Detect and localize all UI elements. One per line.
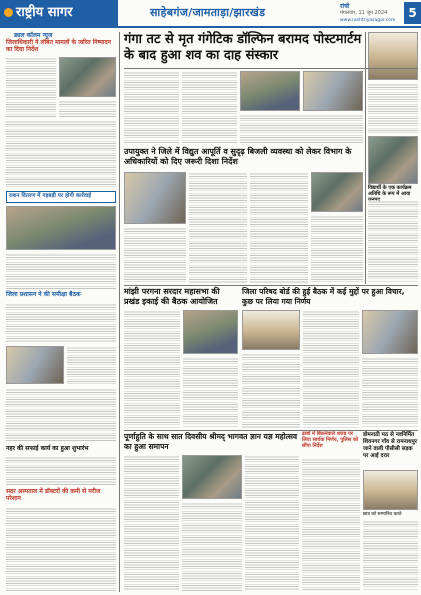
- left-lead-headline: जिलाधिकारी ने लंबित मामलों के त्वरित निष्पादन का दिया निर्देश: [6, 39, 111, 53]
- page-number: 5: [404, 2, 421, 24]
- main-story-3-text-a: [124, 310, 180, 428]
- date-block: [340, 3, 402, 17]
- main-story-1-text-c: [240, 114, 363, 143]
- desk-label: ड्यल कॉलम न्यूज: [14, 32, 53, 39]
- left-body-text-2: [59, 100, 116, 117]
- main-story-4-text-c: [362, 357, 418, 428]
- main-story-2-text-d: [311, 215, 363, 283]
- main-third-headline: मांझी परगना सरदार महासभा की प्रखंड इकाई की बैठक आयोजित: [124, 287, 220, 306]
- left-body-text-5: [6, 303, 116, 343]
- main-story-4-text-b: [303, 310, 359, 428]
- brand-logo: [0, 0, 118, 26]
- left-bottom-headline-2: सदर अस्पताल में डॉक्टरों की कमी से मरीज परेशान: [6, 488, 101, 502]
- brand-name: राष्ट्रीय सागर: [16, 5, 73, 20]
- right-photo-2: [368, 136, 418, 184]
- main-story-1-text-a: [124, 71, 179, 143]
- city-label: रांची: [340, 3, 350, 10]
- main-photo-road: [363, 470, 418, 510]
- main-photo-meeting-2: [311, 172, 363, 212]
- main-photo-dolphin-2: [303, 71, 363, 111]
- main-photo-dolphin-1: [240, 71, 300, 111]
- left-body-text-4: [6, 253, 116, 289]
- left-body-text-8: [6, 456, 116, 486]
- right-caption-top: विद्यार्थी के एक कार्यक्रम अतिथि के रूप में आया: [368, 185, 412, 197]
- main-photo-zila-2: [362, 310, 418, 354]
- main-story-2-text-a: [124, 227, 186, 283]
- left-body-text-1: [6, 57, 56, 117]
- left-bottom-headline: नहर की सफाई कार्य का हुआ शुभारंभ: [6, 445, 89, 452]
- main-story-4-text-a: [242, 353, 300, 428]
- left-photo-2: [6, 206, 116, 250]
- main-photo-meeting-1: [124, 172, 186, 224]
- left-body-text-7: [6, 388, 116, 442]
- right-column-rule: [365, 32, 366, 284]
- small-headline: ढाबों में बिकनेवाले शराब पर लिया सार्थक निर्णय, पुलिस को सौंपा निर्देश: [302, 431, 359, 449]
- brand-emblem-icon: [4, 8, 13, 17]
- right-caption-bottom: छात्र को सम्मानित करते: [363, 512, 402, 517]
- right-body-text-2: [368, 200, 418, 283]
- main-rule-2: [124, 285, 418, 286]
- small-story-text: [302, 458, 360, 591]
- main-second-headline: उपायुक्त ने जिले में विद्युत आपूर्ति व सुदृढ़ बिजली व्यवस्था को लेकर विभाग के अधिकारियों को दिए जरूरी दिशा निर्देश: [124, 147, 352, 166]
- website-url: www.rashtriyasagar.com: [340, 18, 396, 23]
- edition-title: साहेबगंज/जामताड़ा/झारखंड: [150, 6, 266, 19]
- main-photo-zila-1: [242, 310, 300, 350]
- left-second-headline: जिला प्रशासन ने की समीक्षा बैठक: [6, 291, 81, 298]
- main-photo-majhi: [183, 310, 238, 354]
- main-story-2-text-b: [189, 172, 247, 283]
- main-story-5-text-b: [182, 502, 242, 591]
- left-column-rule: [119, 32, 120, 592]
- main-story-3-text-b: [183, 357, 238, 428]
- main-rule-1: [124, 68, 418, 69]
- main-story-5-text-c: [245, 455, 299, 591]
- main-fourth-headline: जिला परिषद बोर्ड की हुई बैठक में कई मुद्दों पर हुआ विचार, कुछ पर लिया गया निर्णय: [242, 287, 405, 306]
- main-story-2-text-c: [250, 172, 308, 283]
- issue-date: मंगलवार, 11 जून 2024: [340, 10, 388, 16]
- left-body-text-6: [67, 346, 116, 384]
- right-photo-1: [368, 32, 418, 80]
- right-body-text-1: [368, 83, 418, 133]
- left-body-text-9: [6, 507, 116, 591]
- left-box-headline: राशन वितरण में गड़बड़ी पर होगी कार्रवाई: [9, 193, 91, 199]
- main-rule-3: [124, 430, 418, 431]
- main-story-5-text-a: [124, 455, 179, 591]
- left-photo-1: [59, 57, 116, 97]
- main-top-headline: गंगा तट से मृत गंगेटिक डॉल्फिन बरामद पोस्टमार्टम के बाद हुआ शव का दाह संस्कार: [124, 32, 362, 63]
- main-fifth-headline: पूर्णाहुति के साथ सात दिवसीय श्रीमद् भागवत ज्ञान यज्ञ महोत्सव का हुआ समापन: [124, 432, 298, 451]
- masthead: [0, 0, 421, 28]
- main-sixth-headline: डोमनाठी मठ से नवनिर्मित शिवनगर गाँव से रामनाथपुर जाने वाली पीसीसी सड़क पर आई दरार: [363, 432, 417, 459]
- main-story-1-text-b: [182, 71, 237, 143]
- left-body-text-3: [6, 120, 116, 188]
- main-photo-bhagwat: [182, 455, 242, 499]
- main-story-6-text: [363, 520, 418, 591]
- left-photo-3: [6, 346, 64, 384]
